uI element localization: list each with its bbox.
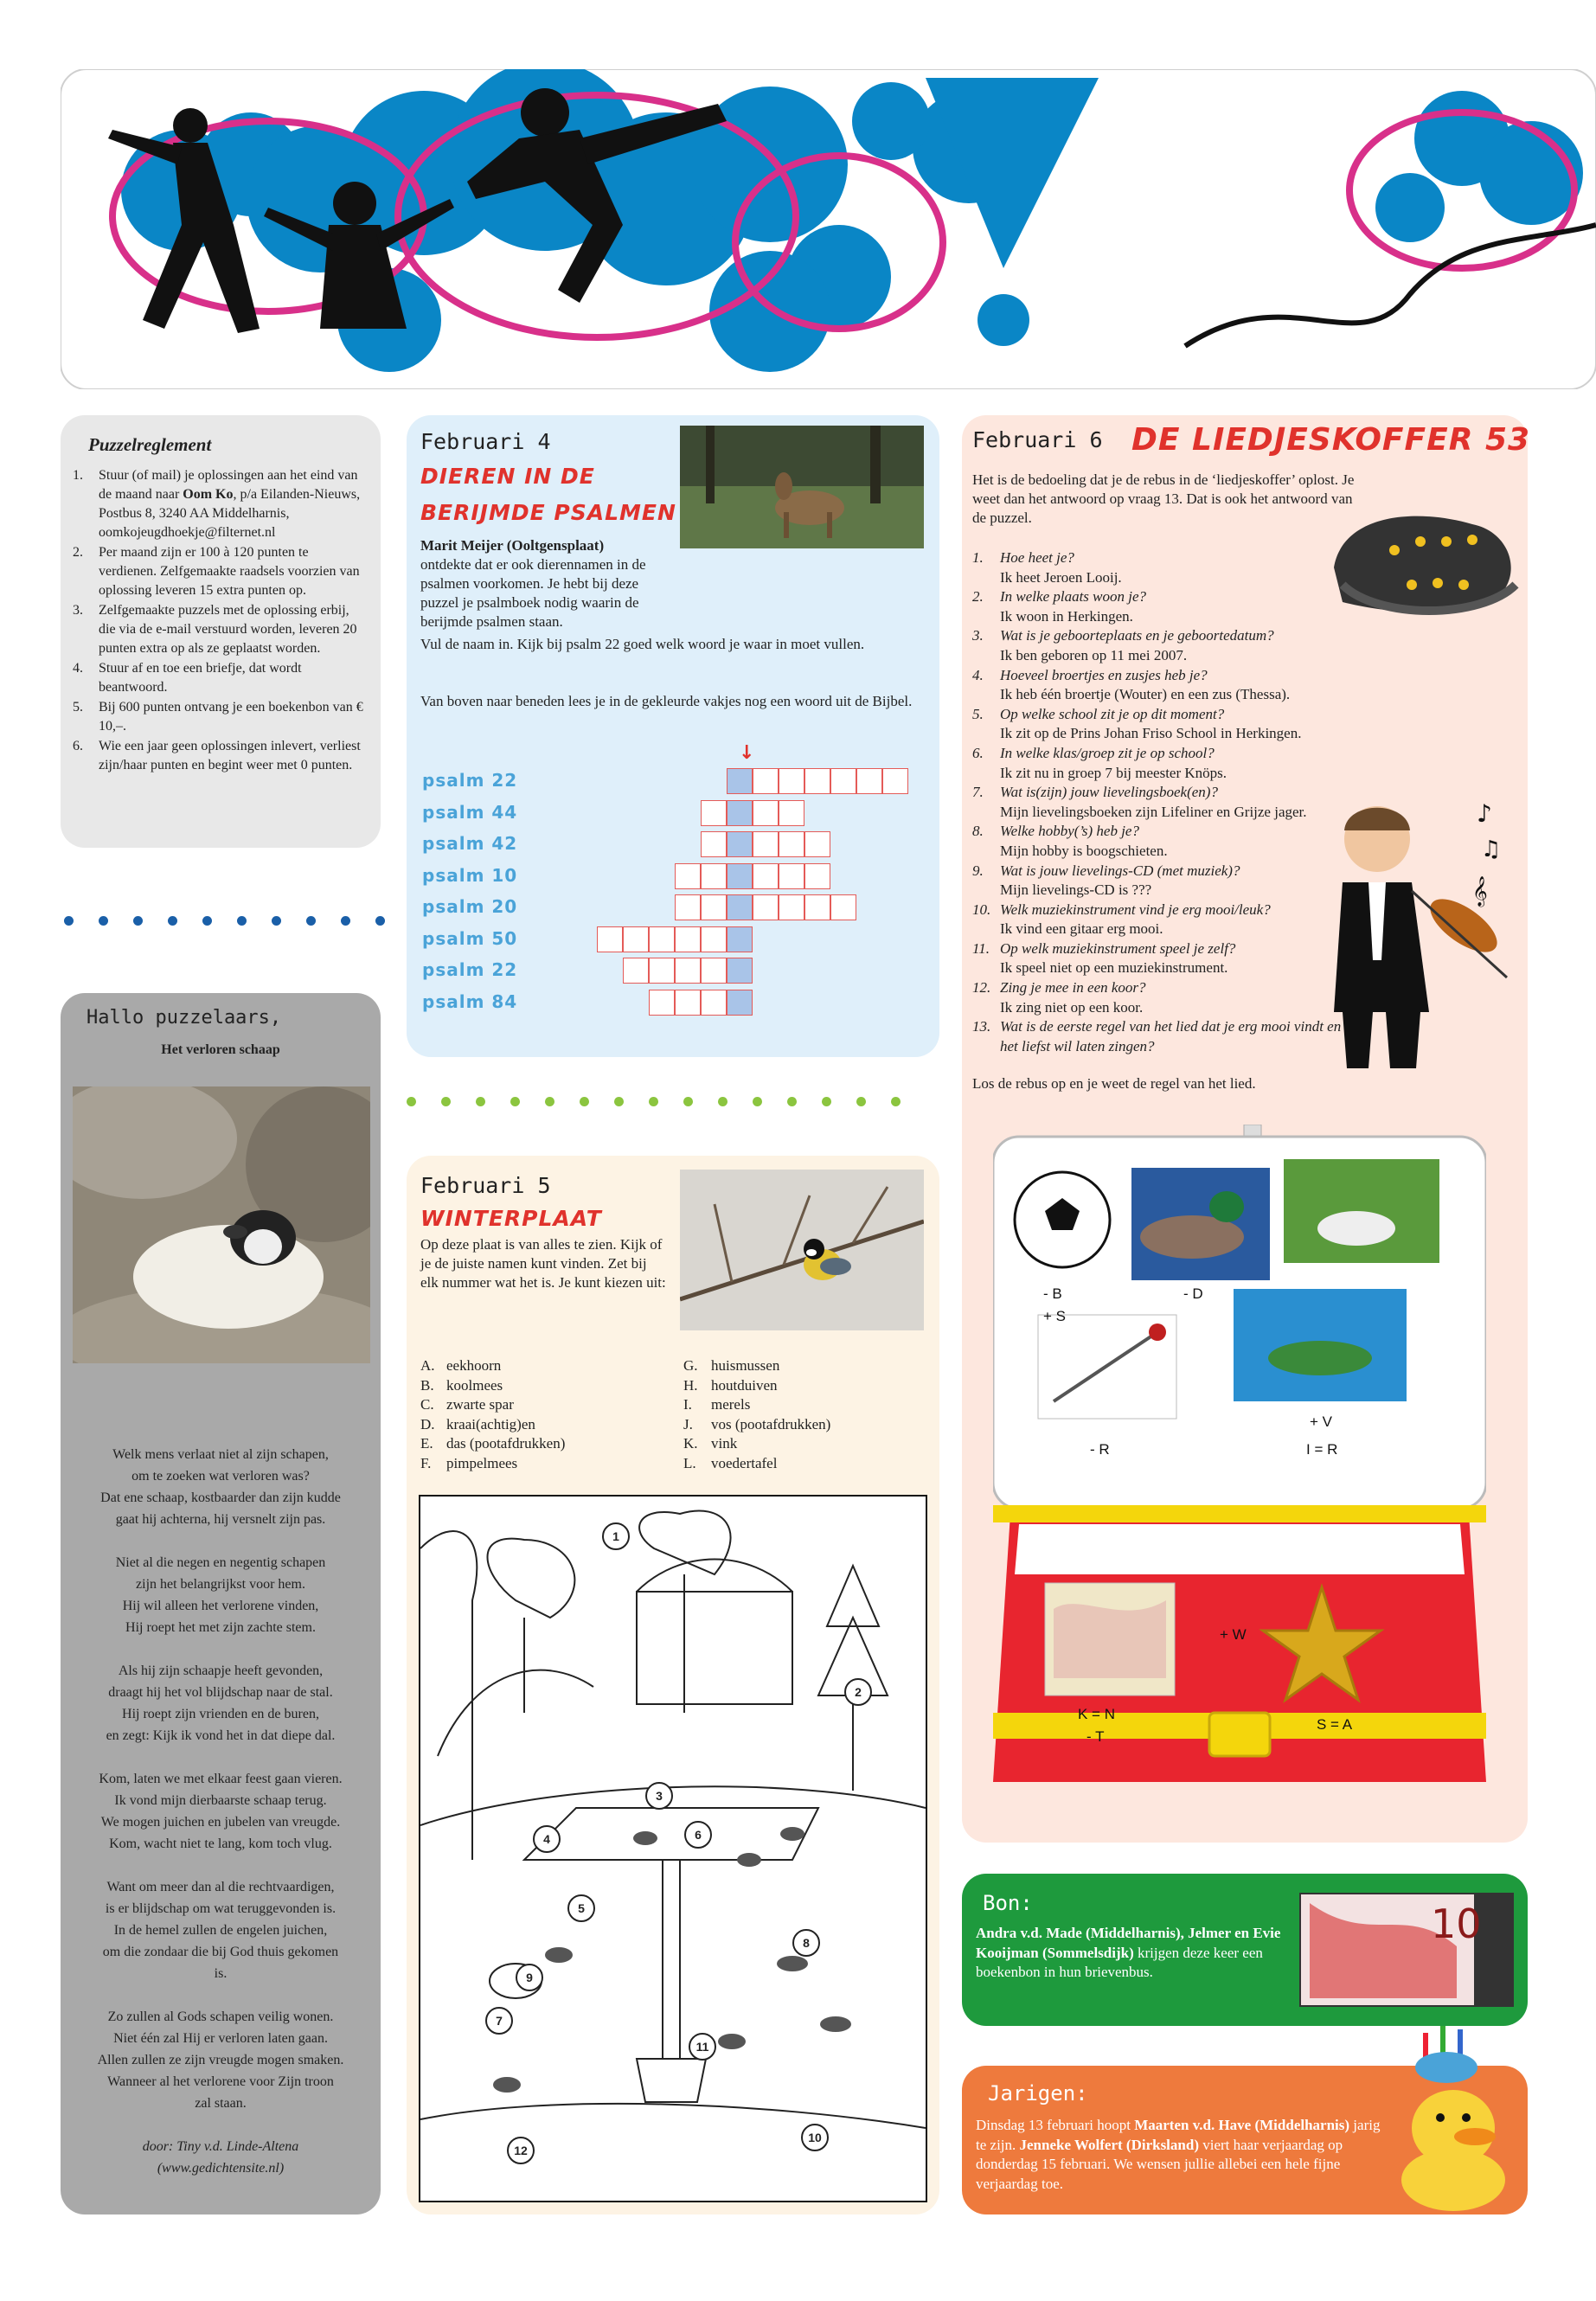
rebus-t-minus: - T	[1086, 1728, 1105, 1745]
crossword-cell[interactable]	[753, 768, 779, 794]
interview-answer: Ik zit op de Prins Johan Friso School in Herkingen.	[1000, 725, 1302, 742]
crossword-cell[interactable]	[675, 926, 701, 952]
psalm-label: psalm 44	[422, 801, 518, 823]
crossword-cell[interactable]	[727, 958, 753, 984]
rebus-s-plus: + S	[1043, 1308, 1066, 1324]
interview-question: 5. Op welke school zit je op dit moment?	[972, 705, 1225, 722]
crossword-cell[interactable]	[701, 894, 727, 920]
list-item: K. vink	[683, 1435, 738, 1452]
interview-list	[972, 548, 1353, 1056]
crossword-cell[interactable]	[675, 958, 701, 984]
winter-number-badge: 4	[533, 1825, 561, 1853]
svg-text:♫: ♫	[1481, 836, 1502, 862]
crossword-cell[interactable]	[701, 958, 727, 984]
feb4-author: Marit Meijer (Ooltgensplaat)	[420, 537, 605, 554]
crossword-cell[interactable]	[727, 863, 753, 889]
crossword-cell[interactable]	[753, 863, 779, 889]
rebus-r-minus: - R	[1090, 1441, 1110, 1458]
crossword-cell[interactable]	[675, 863, 701, 889]
crossword-cell[interactable]	[701, 800, 727, 826]
interview-question: 4. Hoeveel broertjes en zusjes heb je?	[972, 666, 1208, 683]
jarigen-title: Jarigen:	[988, 2081, 1088, 2106]
interview-answer: Ik vind een gitaar erg mooi.	[1000, 920, 1163, 938]
rebus-b-minus: - B	[1043, 1285, 1062, 1302]
interview-answer: Ik zing niet op een koor.	[1000, 998, 1144, 1016]
interview-question: 11. Op welk muziekinstrument speel je zelf?	[972, 939, 1236, 957]
sheep-photo	[73, 1086, 370, 1363]
poem-title: Het verloren schaap	[161, 1042, 280, 1057]
list-item: E. das (pootafdrukken)	[420, 1435, 566, 1452]
feb5-options-right	[683, 1356, 926, 1473]
deer-photo	[680, 426, 924, 548]
dot-separator-green	[407, 1095, 926, 1111]
list-item: D. kraai(achtig)en	[420, 1415, 535, 1433]
poem-stanza: Zo zullen al Gods schapen veilig wonen. Niet één zal Hij er verloren laten gaan. Allen zullen ze zijn vreugde mogen smaken. Wanneer al het verlorene voor Zijn troon zal staan.	[97, 2009, 344, 2111]
feb6-date: Februari 6	[972, 427, 1103, 452]
crossword-cell[interactable]	[779, 863, 804, 889]
feb4-panel	[407, 415, 939, 1057]
crossword-cell[interactable]	[830, 894, 856, 920]
crossword-cell[interactable]	[701, 863, 727, 889]
crossword-cell[interactable]	[727, 768, 753, 794]
list-item: A. eekhoorn	[420, 1357, 502, 1374]
feb5-date: Februari 5	[420, 1173, 551, 1198]
crossword-cell[interactable]	[597, 926, 623, 952]
winter-number-badge: 9	[516, 1964, 543, 1991]
feb4-date: Februari 4	[420, 429, 551, 454]
poem-body	[69, 1444, 372, 2179]
feb6-intro: Het is de bedoeling dat je de rebus in de ‘liedjeskoffer’ oplost. Je weet dan het antwoord op vraag 13. Dat is ook het antwoord van de puzzel.	[972, 471, 1355, 526]
list-item: J. vos (pootafdrukken)	[683, 1415, 831, 1433]
suitcase-rebus	[993, 1125, 1486, 1799]
rules-title: Puzzelreglement	[88, 434, 212, 455]
rebus-i-eq: I = R	[1306, 1441, 1338, 1458]
crossword-cell[interactable]	[649, 926, 675, 952]
crossword-cell[interactable]	[727, 894, 753, 920]
bon-panel	[962, 1874, 1528, 2026]
interview-question: 12. Zing je mee in een koor?	[972, 979, 1146, 997]
feb6-title: DE LIEDJESKOFFER 53	[1131, 422, 1531, 458]
rebus-d-minus: - D	[1183, 1285, 1203, 1302]
list-item: G. huismussen	[683, 1357, 780, 1374]
feb4-p3: Van boven naar beneden lees je in de gekleurde vakjes nog een woord uit de Bijbel.	[420, 693, 913, 709]
interview-answer: Ik zit nu in groep 7 bij meester Knöps.	[1000, 764, 1227, 781]
crossword-cell[interactable]	[701, 926, 727, 952]
winter-number-badge: 3	[645, 1782, 673, 1810]
psalm-label: psalm 22	[422, 959, 518, 980]
feb4-p2: Vul de naam in. Kijk bij psalm 22 goed welk woord je waar in moet vullen.	[420, 636, 865, 652]
poem-stanza: Niet al die negen en negentig schapen zijn het belangrijkst voor hem. Hij wil alleen het verlorene vinden, Hij roept het met zijn zachte stem.	[115, 1555, 326, 1635]
birthday-duck-image	[1393, 2016, 1522, 2213]
feb4-intro: ontdekte dat er ook dierennamen in de psalmen voorkomen. Je hebt bij deze puzzel je psalmboek nodig waarin de berijmde psalmen staan.	[420, 556, 646, 630]
rules-panel	[61, 415, 381, 848]
psalm-label: psalm 22	[422, 770, 518, 791]
crossword-cell[interactable]	[804, 831, 830, 857]
list-item: 2. Per maand zijn er 100 à 120 punten te verdienen. Zelfgemaakte raadsels voorzien van oplossing leveren 15 extra punten op.	[73, 545, 360, 598]
crossword-cell[interactable]	[727, 926, 753, 952]
interview-question: 9. Wat is jouw lievelings-CD (met muziek)?	[972, 862, 1240, 879]
poem-stanza: Kom, laten we met elkaar feest gaan vieren. Ik vond mijn dierbaarste schaap terug. We mogen juichen en jubelen van vreugde. Kom, wacht niet te lang, kom toch vlug.	[99, 1772, 343, 1851]
poem-heading: Hallo puzzelaars,	[87, 1007, 282, 1029]
poem-panel	[61, 993, 381, 2214]
psalm-label: psalm 42	[422, 833, 518, 854]
interview-question: 8. Welke hobby(’s) heb je?	[972, 823, 1139, 840]
interview-question: 1. Hoe heet je?	[972, 549, 1074, 566]
feb4-arrow: ↓	[739, 742, 755, 764]
rebus-v-plus: + V	[1310, 1413, 1332, 1430]
feb5-panel	[407, 1156, 939, 2214]
winter-number-badge: 6	[684, 1821, 712, 1849]
crossword-cell[interactable]	[675, 894, 701, 920]
crossword-cell[interactable]	[675, 990, 701, 1016]
winter-number-badge: 1	[602, 1522, 630, 1550]
crossword-cell[interactable]	[649, 958, 675, 984]
winter-number-badge: 7	[485, 2007, 513, 2035]
interview-question: 7. Wat is(zijn) jouw lievelingsboek(en)?	[972, 784, 1218, 801]
interview-question: 2. In welke plaats woon je?	[972, 588, 1147, 606]
feb6-panel	[962, 415, 1531, 1843]
winter-illustration	[419, 1495, 927, 2202]
crossword-cell[interactable]	[753, 831, 779, 857]
violin-boy-image	[1308, 770, 1524, 1073]
interview-answer: Ik woon in Herkingen.	[1000, 607, 1133, 625]
feb4-title-2: BERIJMDE PSALMEN	[420, 500, 676, 525]
list-item: 6. Wie een jaar geen oplossingen inlevert, verliest zijn/haar punten en begint weer met 0 punten.	[73, 739, 361, 772]
list-item: L. voedertafel	[683, 1454, 778, 1471]
winter-number-badge: 8	[792, 1929, 820, 1957]
winter-number-badge: 10	[801, 2124, 829, 2151]
crossword-cell[interactable]	[753, 894, 779, 920]
dot-separator-blue	[64, 914, 410, 930]
winter-number-badge: 2	[844, 1678, 872, 1706]
svg-text:𝄞: 𝄞	[1472, 876, 1488, 907]
psalm-label: psalm 20	[422, 896, 518, 917]
feb5-title: WINTERPLAAT	[420, 1206, 602, 1231]
rebus-s-eq: S = A	[1317, 1716, 1353, 1733]
list-item: I. merels	[683, 1396, 751, 1413]
list-item: 5. Bij 600 punten ontvang je een boekenbon van € 10,–.	[73, 700, 363, 734]
header-banner	[61, 69, 1596, 389]
banknote-image	[1299, 1893, 1514, 2007]
feb4-text	[420, 536, 931, 631]
rebus-k-eq: K = N	[1078, 1706, 1115, 1722]
feb6-outro: Los de rebus op en je weet de regel van het lied.	[972, 1075, 1256, 1092]
crossword-cell[interactable]	[830, 768, 856, 794]
crossword-cell[interactable]	[701, 831, 727, 857]
feb5-intro: Op deze plaat is van alles te zien. Kijk of je de juiste namen kunt vinden. Zet bij elk nummer wat het is. Je kunt kiezen uit:	[420, 1236, 666, 1291]
crossword-cell[interactable]	[779, 768, 804, 794]
bon-title: Bon:	[983, 1891, 1033, 1915]
poem-stanza: Welk mens verlaat niet al zijn schapen, om te zoeken wat verloren was? Dat ene schaap, kostbaarder dan zijn kudde gaat hij achterna, hij versnelt zijn pas.	[100, 1447, 341, 1527]
crossword-cell[interactable]	[623, 958, 649, 984]
winter-number-badge: 11	[689, 2033, 716, 2061]
crossword-cell[interactable]	[727, 831, 753, 857]
interview-answer: Mijn hobby is boogschieten.	[1000, 842, 1168, 859]
winter-number-badge: 5	[567, 1894, 595, 1922]
bird-photo	[680, 1170, 924, 1330]
crossword-cell[interactable]	[701, 990, 727, 1016]
crossword-cell[interactable]	[882, 768, 908, 794]
crossword-cell[interactable]	[804, 894, 830, 920]
jarigen-text: Dinsdag 13 februari hoopt Maarten v.d. Have (Middelharnis) jarig te zijn. Jenneke Wolfert (Dirksland) viert haar verjaardag op donderdag 15 februari. We wensen jullie allebei een hele fijne verjaardag toe.	[976, 2117, 1381, 2192]
crossword-cell[interactable]	[779, 800, 804, 826]
guitar-case-image	[1325, 490, 1524, 619]
crossword-cell[interactable]	[804, 863, 830, 889]
list-item: C. zwarte spar	[420, 1396, 514, 1413]
interview-answer: Ik heb één broertje (Wouter) en een zus (Thessa).	[1000, 686, 1291, 703]
crossword-cell[interactable]	[804, 768, 830, 794]
crossword-cell[interactable]	[779, 894, 804, 920]
interview-answer: Mijn lievelingsboeken zijn Lifeliner en Grijze jager.	[1000, 803, 1307, 820]
list-item: H. houtduiven	[683, 1376, 778, 1394]
rebus-w-plus: + W	[1220, 1626, 1247, 1643]
crossword-cell[interactable]	[623, 926, 649, 952]
psalm-label: psalm 84	[422, 990, 518, 1012]
crossword-cell[interactable]	[753, 800, 779, 826]
interview-question: 10. Welk muziekinstrument vind je erg mooi/leuk?	[972, 901, 1271, 918]
interview-question: 3. Wat is je geboorteplaats en je geboortedatum?	[972, 627, 1274, 644]
poem-stanza: Als hij zijn schaapje heeft gevonden, draagt hij het vol blijdschap naar de stal. Hij roept zijn vrienden en de buren, en zegt: Kijk ik vond het in dat diepe dal.	[106, 1663, 336, 1743]
feb5-options-left	[420, 1356, 680, 1473]
list-item: B. koolmees	[420, 1376, 503, 1394]
rules-list	[73, 466, 365, 775]
interview-question: 6. In welke klas/groep zit je op school?	[972, 744, 1215, 761]
crossword-cell[interactable]	[779, 831, 804, 857]
poem-stanza: Want om meer dan al die rechtvaardigen, is er blijdschap om wat teruggevonden is. In de hemel zullen de engelen juichen, om die zondaar die bij God thuis gekomen is.	[102, 1880, 339, 1981]
poem-author: door: Tiny v.d. Linde-Altena (www.gedichtensite.nl)	[142, 2139, 299, 2176]
list-item: 1. Stuur (of mail) je oplossingen aan het eind van de maand naar Oom Ko, p/a Eilanden-Nieuws, Postbus 8, 3240 AA Middelharnis, oomkojeugdhoekje@filternet.nl	[73, 468, 361, 540]
winter-number-badge: 12	[507, 2137, 535, 2164]
list-item: F. pimpelmees	[420, 1454, 518, 1471]
bon-text: Andra v.d. Made (Middelharnis), Jelmer en Evie Kooijman (Sommelsdijk) krijgen deze keer een boekenbon in hun brievenbus.	[976, 1925, 1281, 1980]
interview-answer: Ik heet Jeroen Looij.	[1000, 568, 1122, 586]
interview-answer: Mijn lievelings-CD is ???	[1000, 881, 1152, 899]
crossword-cell[interactable]	[727, 800, 753, 826]
svg-text:♪: ♪	[1477, 799, 1492, 828]
banknote-value: 10	[1431, 1900, 1482, 1947]
interview-answer: Ik ben geboren op 11 mei 2007.	[1000, 646, 1188, 663]
list-item: 4. Stuur af en toe een briefje, dat wordt beantwoord.	[73, 661, 302, 695]
jarigen-panel	[962, 2066, 1528, 2214]
interview-answer: Ik speel niet op een muziekinstrument.	[1000, 959, 1228, 977]
interview-question: 13. Wat is de eerste regel van het lied dat je erg mooi vindt en het liefst wil laten zingen?	[972, 1018, 1342, 1054]
crossword-cell[interactable]	[649, 990, 675, 1016]
crossword-cell[interactable]	[727, 990, 753, 1016]
psalm-label: psalm 10	[422, 864, 518, 886]
list-item: 3. Zelfgemaakte puzzels met de oplossing erbij, die via de e-mail verstuurd worden, leveren 20 punten extra op als ze geplaatst worden.	[73, 603, 357, 656]
crossword-cell[interactable]	[856, 768, 882, 794]
feb4-title-1: DIEREN IN DE	[420, 464, 595, 489]
psalm-label: psalm 50	[422, 927, 518, 949]
